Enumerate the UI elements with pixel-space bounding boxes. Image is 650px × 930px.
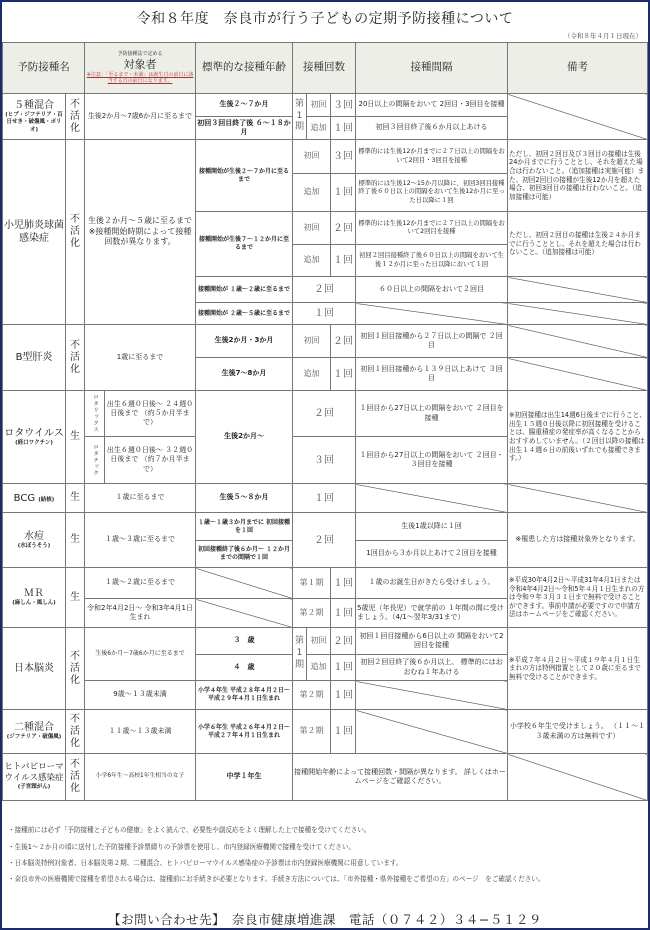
count: １回 [331, 174, 356, 212]
footnote: ・日本脳炎特例対象者、日本脳炎第２期、二種混合、ヒトパピローマウイルス感染症の予診票は市内登録医療機関に用意しています。 [8, 859, 403, 867]
interval-empty [356, 681, 508, 710]
kind: 追加 [293, 245, 331, 277]
product-name: ロタテック [85, 437, 105, 484]
notes-empty [508, 303, 648, 325]
age: ４ 歳 [196, 655, 293, 681]
interval-empty [356, 710, 508, 754]
interval: 標準的には生後12か月までに２７日以上の間隔をおいて2回目を接種 [356, 212, 508, 245]
vaccine-type: 生 [66, 391, 85, 484]
count: １回 [331, 117, 356, 140]
count: ３回 [331, 94, 356, 117]
vaccine-name: 小児肺炎球菌感染症 [3, 140, 66, 325]
footnote: ・接種前には必ず「予防接種と子どもの健康」をよく読んで、必要性や副反応をよく理解した上で接種を受けてください。 [8, 826, 371, 834]
count: １回 [331, 681, 356, 710]
notes-empty [508, 358, 648, 391]
target: 生後2か月～7歳6か月に至るまで [85, 94, 196, 140]
kind: 初回 [293, 212, 331, 245]
vaccine-name: ＭＲ (麻しん・風しん) [3, 568, 66, 628]
age: 小学４年生 平成２８年４月２日～ 平成２９年４月１日生まれ [196, 681, 293, 710]
header-name: 予防接種名 [3, 43, 85, 94]
vaccine-type: 不活化 [66, 325, 85, 391]
age: 接種開始が ２歳～５歳に至るまで [196, 303, 293, 325]
interval: 初回１回目接種から１３９日以上あけて ３回目 [356, 358, 508, 391]
notes: ※平成30年4月2日～平成31年4月1日または令和4年4月2日～令和5年４月１日生まれの方は令和９年３月３１日まで無料で受けることができます。事前申請が必要ですので申請方法はホームページをご確認ください。 [508, 568, 648, 628]
age: ３ 歳 [196, 628, 293, 655]
age-empty [196, 599, 293, 628]
count: １回 [331, 358, 356, 391]
notes-empty [508, 484, 648, 513]
notes: ただし、初回２回目の接種は生後２４か月までに行うこととし、それを超えた場合は行わないこと。（追加接種は可能） [508, 212, 648, 277]
period: 第２期 [293, 710, 331, 754]
interval-empty [356, 303, 508, 325]
count: １回 [331, 245, 356, 277]
period: 第1期 [293, 628, 307, 681]
interval: １歳のお誕生日がきたら受けましょう。 [356, 568, 508, 599]
age: 小学６年生 平成２６年４月２日～ 平成２７年４月１日生まれ [196, 710, 293, 754]
age: 接種開始が生後２～７か月に至るまで [196, 140, 293, 212]
target: １歳に至るまで [85, 484, 196, 513]
product-name: ロタリックス [85, 391, 105, 437]
kind: 追加 [307, 117, 331, 140]
vaccine-name: ５種混合 (ヒブ・ジフテリア・百日せき・破傷風・ポリオ) [3, 94, 66, 140]
table-header [3, 43, 648, 94]
count: ２回 [293, 277, 356, 303]
table-row [3, 513, 648, 541]
vaccine-name: 水痘 (水ぼうそう) [3, 513, 66, 568]
age: １歳～１歳３か月までに 初回接種を１回 [196, 513, 293, 541]
target: 1歳に至るまで [85, 325, 196, 391]
notes-empty [508, 94, 648, 140]
age-empty [196, 568, 293, 599]
notes-empty [508, 277, 648, 303]
count: ２回 [293, 513, 356, 568]
header-target [85, 43, 196, 94]
as-of-date: （令和８年４月１日現在） [564, 32, 642, 40]
kind: 追加 [293, 174, 331, 212]
vaccine-name: BCG (結核) [3, 484, 66, 513]
count: ２回 [331, 212, 356, 245]
target-small: 予防接種法で定める [117, 51, 163, 58]
notes-empty [508, 754, 648, 801]
interval: １回目から27日以上の間隔をおいて ２回目・３回目を接種 [356, 437, 508, 484]
age: 初回３回目終了後 ６～１８か月 [196, 117, 293, 140]
interval: 接種開始年齢によって接種回数・間隔が異なります。 詳しくはホームページをご確認ください。 [293, 754, 508, 801]
notes: ただし、初回２回目及び３回目の接種は生後24か月までに行うこととし、それを超えた場合は行わないこと。（追加接種は実施可能）また、初回2回目の接種が生後12か月を超えた場合、初回3回目の接種は行わないこと。（追加接種は可能） [508, 140, 648, 212]
notes: ※平成７年４月２日～平成１９年４月１日生まれの方は特例措置として２０歳に至るまで無料で受けることができます。 [508, 628, 648, 710]
target: 生後6か月～7歳6か月に至るまで [85, 628, 196, 681]
kind: 初回 [293, 325, 331, 358]
interval: 標準的には生後12～15か月以降に、初回3回目接種終了後６０日以上の間隔をおいて生後12か月に至った日以降に１回 [356, 174, 508, 212]
vaccine-name: ヒトパピローマウイルス感染症 (子宮頸がん) [3, 754, 66, 801]
interval: 初回１回目接種から２７日以上の間隔で ２回目 [356, 325, 508, 358]
count: ３回 [293, 437, 356, 484]
interval: 1回目から３か月以上あけて２回目を接種 [356, 541, 508, 568]
age: 初回接種終了後６か月～ １２か月までの間隔で１回 [196, 541, 293, 568]
table-row [3, 628, 648, 655]
target: １１歳～１３歳未満 [85, 710, 196, 754]
vaccine-type: 生 [66, 513, 85, 568]
period: 第２期 [293, 681, 331, 710]
notes: ※罹患した方は接種対象外となります。 [508, 513, 648, 568]
count: １回 [331, 710, 356, 754]
kind: 追加 [293, 358, 331, 391]
interval: 生後1歳以降に１回 [356, 513, 508, 541]
vaccine-type: 不活化 [66, 140, 85, 325]
age: 生後7～8か月 [196, 358, 293, 391]
vaccine-type: 生 [66, 568, 85, 628]
kind: 初回 [307, 94, 331, 117]
table-row [3, 94, 648, 117]
vaccination-table [2, 42, 648, 801]
vaccine-type: 不活化 [66, 710, 85, 754]
age: 接種開始が １歳～２歳に至るまで [196, 277, 293, 303]
target: １歳～３歳に至るまで [85, 513, 196, 568]
table-row [3, 484, 648, 513]
header-notes: 備考 [508, 43, 648, 94]
target: 生後２か月～５歳に至るまで ※接種開始時期によって接種回数が異なります。 [85, 140, 196, 325]
table-row [3, 140, 648, 174]
period: 第１期 [293, 568, 331, 599]
age: 生後５～８か月 [196, 484, 293, 513]
age: 生後２～７か月 [196, 94, 293, 117]
count: １回 [331, 568, 356, 599]
header-count: 接種回数 [293, 43, 356, 94]
interval: １回目から27日以上の間隔をおいて ２回目を接種 [356, 391, 508, 437]
count: ２回 [331, 325, 356, 358]
table-row [3, 754, 648, 801]
target: １歳～２歳に至るまで [85, 568, 196, 599]
count: １回 [293, 484, 356, 513]
interval: 初回１回目接種から6日以上の 間隔をおいて2回目を接種 [356, 628, 508, 655]
footnotes [8, 822, 638, 886]
interval: 20日以上の間隔をおいて 2回目・3回目を接種 [356, 94, 508, 117]
interval: 5歳児（年長児）で就学前の １年間の間に受けましょう。（4/1～翌年3/31まで） [356, 599, 508, 628]
vaccine-type: 不活化 [66, 628, 85, 710]
notes: ※初回接種は出生14週6日後までに行うこと、出生１５週０日後以降に初回接種を受けることは、腸重積症の発症率が高くなることからおすすめしていません。（２回目以降の接種は出生１４週６日の前後いずれでも接種できます。） [508, 391, 648, 484]
count: １回 [293, 303, 356, 325]
target: 9歳～１３歳未満 [85, 681, 196, 710]
vaccine-type: 不活化 [66, 754, 85, 801]
header-interval: 接種間隔 [356, 43, 508, 94]
period: 第２期 [293, 599, 331, 628]
count: ２回 [293, 391, 356, 437]
interval: ６０日以上の間隔をおいて２回目 [356, 277, 508, 303]
header-age: 標準的な接種年齢 [196, 43, 293, 94]
notes: 小学校６年生で受けましょう。 （１１～１３歳未満の方は無料です） [508, 710, 648, 754]
notes-empty [508, 325, 648, 358]
age: 中学１年生 [196, 754, 293, 801]
target: 出生６週０日後～ ３２週０日後まで （約７か月半まで） [105, 437, 196, 484]
interval: 初回３回目終了後６か月以上あける [356, 117, 508, 140]
table-row [3, 325, 648, 358]
interval-empty [356, 484, 508, 513]
table-row [3, 710, 648, 754]
vaccine-name: ロタウイルス (経口ワクチン) [3, 391, 66, 484]
interval: 初回２回目接種終了後６０日以上の間隔をおいて生後１２か月に至った日以降において１回 [356, 245, 508, 277]
count: ２回 [331, 628, 356, 655]
page-title: 令和８年度 奈良市が行う子どもの定期予防接種について [136, 11, 514, 27]
table-row [3, 568, 648, 599]
count: １回 [331, 599, 356, 628]
target-label: 対象者 [123, 57, 157, 71]
age: 生後2か月～ [196, 391, 293, 484]
vaccine-name: 日本脳炎 [3, 628, 66, 710]
contact-info: 【お問い合わせ先】 奈良市健康増進課 電話（０７４２）３４−５１２９ [108, 912, 542, 927]
table-row [3, 391, 648, 437]
kind: 初回 [307, 628, 331, 655]
target-note: ※注意：「至るまで・未満」は誕生日の前日に該当する日の前日になります。 [86, 71, 194, 85]
kind: 追加 [307, 655, 331, 681]
target: 令和2年4月2日～ 令和3年4月1日生まれ [85, 599, 196, 628]
count: １回 [331, 655, 356, 681]
footnote: ・奈良市外の医療機関で接種を希望される場合は、接種前にお手続きが必要となります。手続き方法については、「市外接種・県外接種をご希望の方」のページ をご確認ください。 [8, 874, 545, 883]
vaccine-type: 不活化 [66, 94, 85, 140]
interval: 初回２回目終了後６か月以上、 標準的にはおおむね１年あける [356, 655, 508, 681]
age: 接種開始が生後７～１２か月に至るまで [196, 212, 293, 277]
count: ３回 [331, 140, 356, 174]
kind: 初回 [293, 140, 331, 174]
interval: 標準的には生後12か月までに２７日以上の間隔をおいて2回目・3回目を接種 [356, 140, 508, 174]
target: 出生６週０日後～ ２４週０日後まで （約５か月半まで） [105, 391, 196, 437]
vaccine-name: B型肝炎 [3, 325, 66, 391]
vaccine-type: 生 [66, 484, 85, 513]
period: 第1期 [293, 94, 307, 140]
footnote: ・生後1～２か月の頃に送付した予防接種予診票綴りの予診票を使用し、市内登録医療機関で接種を受けてください。 [8, 842, 356, 851]
target: 小学6年生～高校1年生相当の女子 [85, 754, 196, 801]
age: 生後2か月・3か月 [196, 325, 293, 358]
vaccine-name: 二種混合 (ジフテリア・破傷風) [3, 710, 66, 754]
